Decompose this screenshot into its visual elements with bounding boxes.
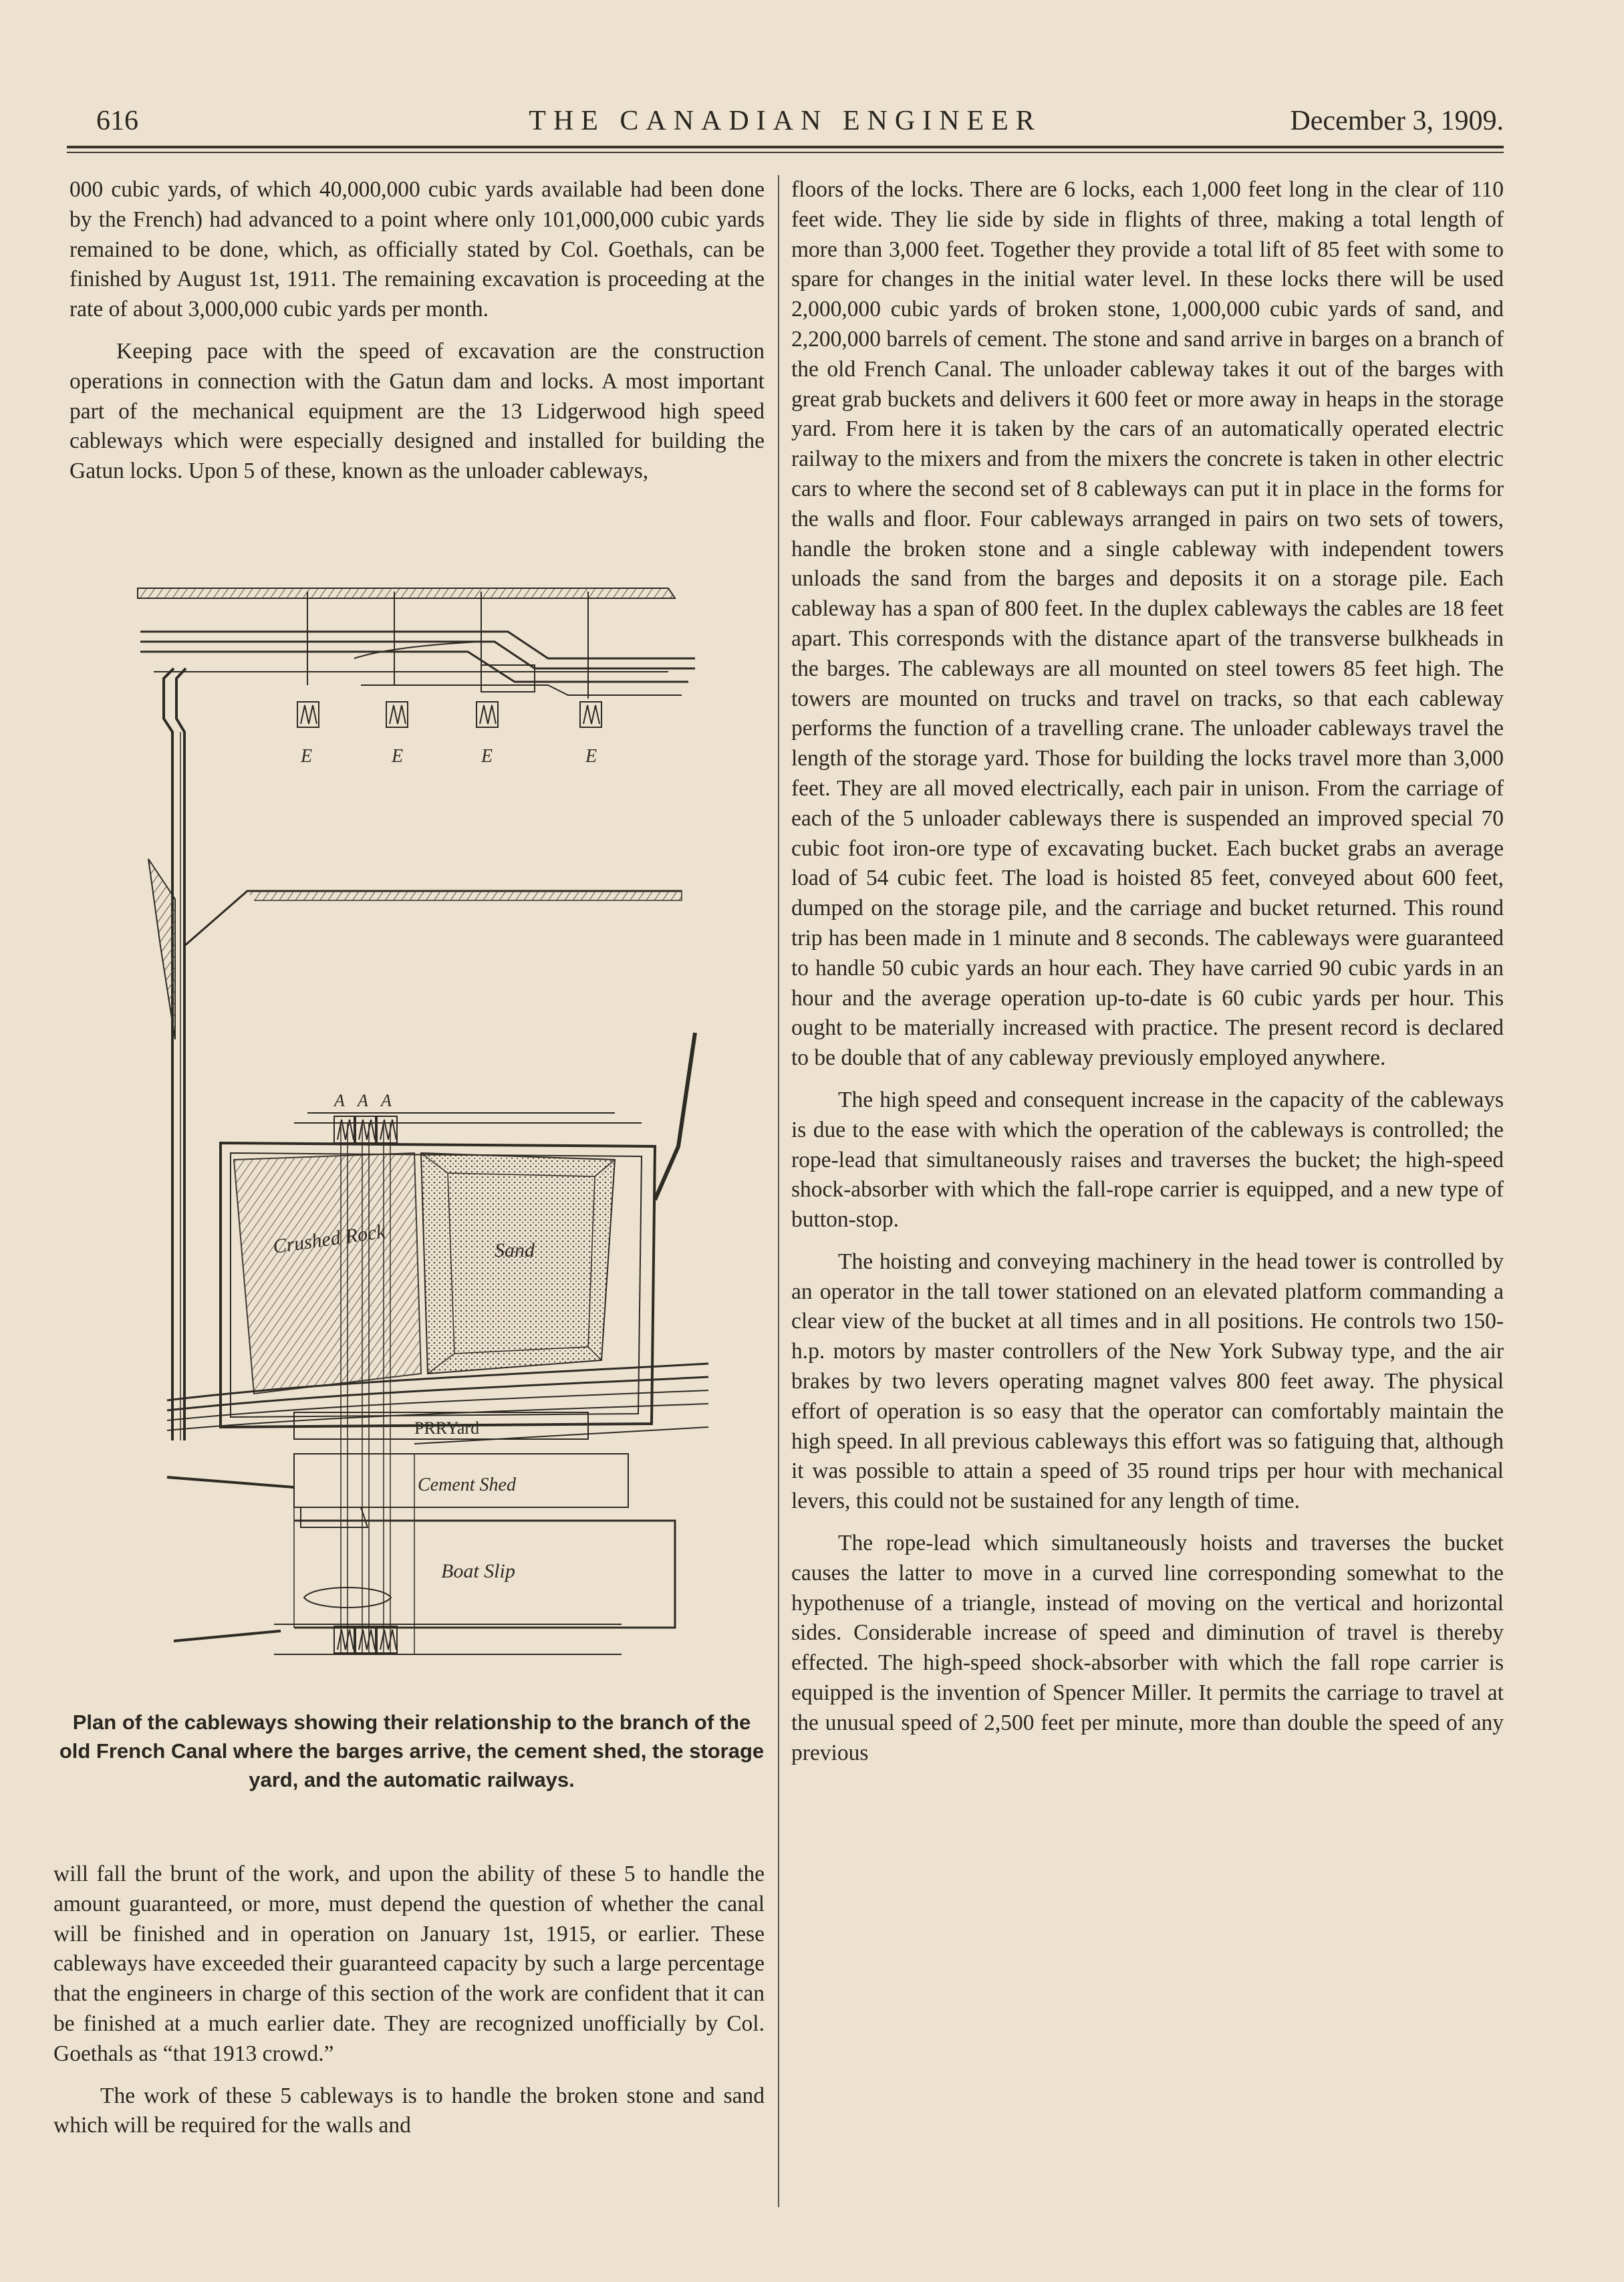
paragraph: floors of the locks. There are 6 locks, each 1,000 feet long in the clear of 110 feet wide. They lie side by side in flights of three, making a total length of more than 3,000 feet. Together they provide a total lift of 85 feet with some to spare for changes in the initial water level. In these locks there will be used 2,000,000 cubic yards of broken stone, 1,000,000 cubic yards of sand, and 2,200,000 barrels of cement. The stone and sand arrive in barges on a branch of the old French Canal. The unloader cableway takes it out of the barges with great grab buckets and delivers it 600 feet or more away in heaps in the storage yard. From here it is taken by the cars of an automatically operated electric railway to the mixers and from the mixers the concrete is taken in other electric cars to where the second set of 8 cableways can put it in place in the forms for the walls and floor. Four cableways arranged in pairs on two sets of towers, handle the broken stone and a single cableway with independent towers unloads the sand from the barges and deposits it on a storage pile. Each cableway has a span of 800 feet. In the duplex cableways the cables are 18 feet apart. This corresponds with the distance apart of the transverse bulkheads in the barges. The cableways are all mounted on steel towers 85 feet high. The towers are mounted on trucks and travel on tracks, so that each cableway performs the function of a travelling crane. The unloader cableways travel the length of the storage yard. Those for building the locks travel more than 3,000 feet. They are all moved electrically, each pair in unison. From the carriage of each of the 5 unloader cableways there is suspended an improved special 70 cubic foot iron-ore type of excavating bucket. Each bucket grabs an average load of 54 cubic feet. The load is hoisted 85 feet, conveyed about 600 feet, dumped on the storage pile, and the carriage and bucket returned. This round trip has been made in 1 minute and 8 seconds. The cableways were guaranteed to handle 50 cubic yards an hour each. They have carried 90 cubic yards in an hour and the average operation up-to-date is 60 cubic yards per hour. This ought to be materially increased with practice. The present record is declared to be double that of any cableway previously employed anywhere. (791, 177, 1504, 1071)
paragraph: The high speed and consequent increase in the capacity of the cableways is due to the ease with which the operation of the cableways is controlled; the rope-lead that simultaneously raises and traverses the bucket; the high-speed shock-absorber with which the fall-rope carrier is equipped, and a new type of button-stop. (791, 1087, 1504, 1233)
crushed-rock-label: Crushed Rock (271, 1220, 387, 1258)
figure-caption: Plan of the cableways showing their relationship to the branch of the old French Canal where the barges arrive, the cement shed, the storage yard, and the automatic railways. (59, 1710, 765, 1791)
paragraph: The hoisting and conveying machinery in the head tower is controlled by an operator in the tall tower stationed on an elevated platform commanding a clear view of the bucket at all times and in all positions. He controls two 150-h.p. motors by master controllers of the New York Subway type, and the air brakes by two levers operating magnet valves 800 feet away. The physical effort of operation is so easy that the operator can comfortably maintain the high speed. In all previous cableways this effort was so fatiguing that, although it was possible to attain a speed of 35 round trips per hour with mechanical levers, this could not be sustained for any length of time. (791, 1249, 1504, 1514)
sand-label: Sand (495, 1239, 535, 1261)
column-divider (778, 175, 779, 2207)
left-column-top (70, 175, 765, 487)
journal-title: THE CANADIAN ENGINEER (529, 106, 1042, 136)
right-column (791, 175, 1504, 1768)
tower-label-e: E (301, 746, 313, 767)
left-column-bottom (53, 1860, 765, 2141)
boat-slip-label: Boat Slip (441, 1560, 515, 1582)
tower-label-e: E (585, 746, 597, 767)
tower-label-a: A (358, 1091, 368, 1110)
prr-yard-label: PRRYard (414, 1418, 480, 1438)
tower-label-a: A (334, 1091, 345, 1110)
tower-label-e: E (392, 746, 404, 767)
cableway-plan-drawing (134, 572, 735, 1688)
paragraph: The rope-lead which simultaneously hoists and traverses the bucket causes the latter to move in a curved line corresponding somewhat to the hypothenuse of a triangle, instead of moving on the vertical and horizontal sides. Considerable increase of speed and diminution of travel is thereby effected. The high-speed shock-absorber with which the fall rope carrier is equipped is the invention of Spencer Miller. It permits the carriage to travel at the unusual speed of 2,500 feet per minute, more than double the speed of any previous (791, 1531, 1504, 1765)
cement-shed-label: Cement Shed (418, 1475, 516, 1495)
header-rule-thin (67, 152, 1504, 153)
paragraph: will fall the brunt of the work, and upon the ability of these 5 to handle the amount guaranteed, or more, must depend the question of whether the canal will be finished and in operation on January 1st, 1915, or earlier. These cableways have exceeded their guaranteed capacity by such a large percentage that the engineers in charge of this section of the work are confident that it can be finished at a much earlier date. They are recognized unofficially by Col. Goethals as “that 1913 crowd.” (53, 1862, 765, 2066)
page-number: 616 (96, 106, 138, 136)
tower-label-a: A (381, 1091, 392, 1110)
cableway-plan-figure (134, 572, 735, 1688)
tower-label-e: E (481, 746, 493, 767)
page-header (67, 97, 1504, 144)
paragraph: Keeping pace with the speed of excavation are the construction operations in connection with the Gatun dam and locks. A most important part of the mechanical equipment are the 13 Lidgerwood high speed cableways which were especially designed and installed for building the Gatun locks. Upon 5 of these, known as the unloader cableways, (70, 338, 765, 484)
issue-date: December 3, 1909. (1290, 106, 1504, 136)
paragraph: The work of these 5 cableways is to handle the broken stone and sand which will be required for the walls and (53, 2083, 765, 2138)
header-rule (67, 146, 1504, 148)
paragraph: 000 cubic yards, of which 40,000,000 cubic yards available had been done by the French) had advanced to a point where only 101,000,000 cubic yards remained to be done, which, as officially stated by Col. Goethals, can be finished by August 1st, 1911. The remaining excavation is proceeding at the rate of about 3,000,000 cubic yards per month. (70, 177, 765, 322)
